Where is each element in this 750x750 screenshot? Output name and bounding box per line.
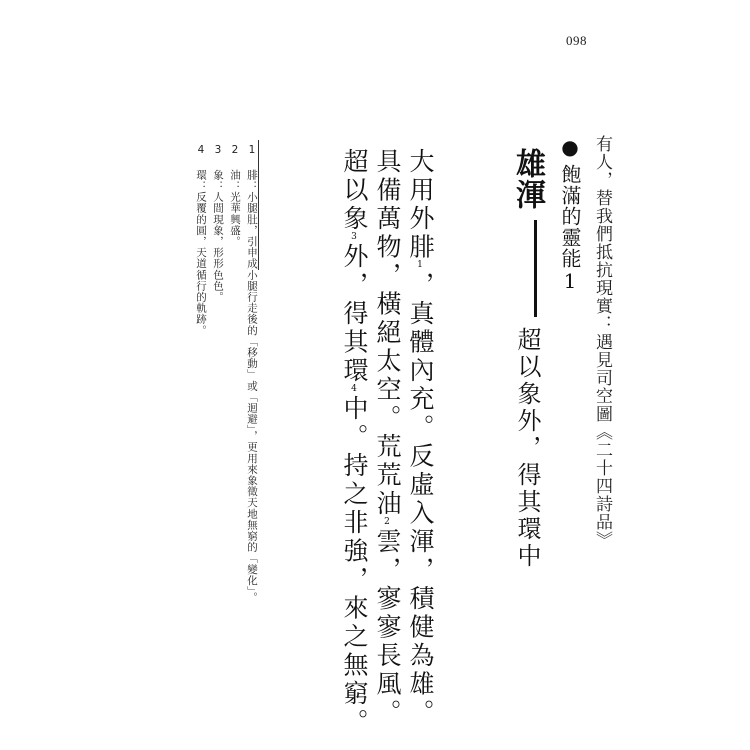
page-number: 098 bbox=[566, 33, 587, 48]
title-dash bbox=[534, 220, 537, 317]
bullet-icon: ● bbox=[558, 135, 582, 160]
poem-title: 雄渾 bbox=[510, 148, 545, 210]
poem-text: ，真體內充。反虛入渾，積健為雄。 bbox=[406, 271, 435, 728]
footnote-2: 2 油：光華興盛。 bbox=[229, 144, 241, 247]
running-head: 有人，替我們抵抗現實：遇見司空圖《二十四詩品》 bbox=[592, 135, 612, 549]
footnote-3: 3 象：人間現象，形形色色。 bbox=[212, 144, 224, 303]
footnote-mark: 3 bbox=[349, 231, 359, 245]
footnote-mark: 4 bbox=[349, 383, 359, 397]
title-block bbox=[505, 148, 549, 570]
poem-text: 外，得其環 bbox=[340, 243, 369, 386]
poem-line-2 bbox=[369, 148, 405, 728]
poem-text: 超以象 bbox=[340, 148, 369, 234]
poem-text: 大用外腓 bbox=[406, 148, 435, 262]
poem-subtitle: 超以象外，得其環中 bbox=[513, 327, 541, 570]
section-heading bbox=[556, 135, 585, 294]
poem-text: 具備萬物，橫絕太空。荒荒油 bbox=[373, 148, 402, 519]
poem-text: 雲，寥寥長風。 bbox=[373, 528, 402, 728]
footnote-mark: 1 bbox=[415, 260, 425, 274]
footnote-4: 4 環：反覆的圓，天道循行的軌跡。 bbox=[195, 144, 207, 336]
footnote-mark: 2 bbox=[382, 516, 392, 530]
section-heading-text: 飽滿的靈能1 bbox=[558, 164, 582, 294]
footnote-1: 1 腓：小腿肚，引申成小腿行走後的「移動」或「迴避」，更用來象徵天地無窮的「變化」。 bbox=[246, 144, 258, 603]
poem-line-3 bbox=[336, 148, 372, 737]
poem-line-1 bbox=[402, 148, 438, 728]
poem-text: 中。持之非強，來之無窮。 bbox=[340, 395, 369, 737]
